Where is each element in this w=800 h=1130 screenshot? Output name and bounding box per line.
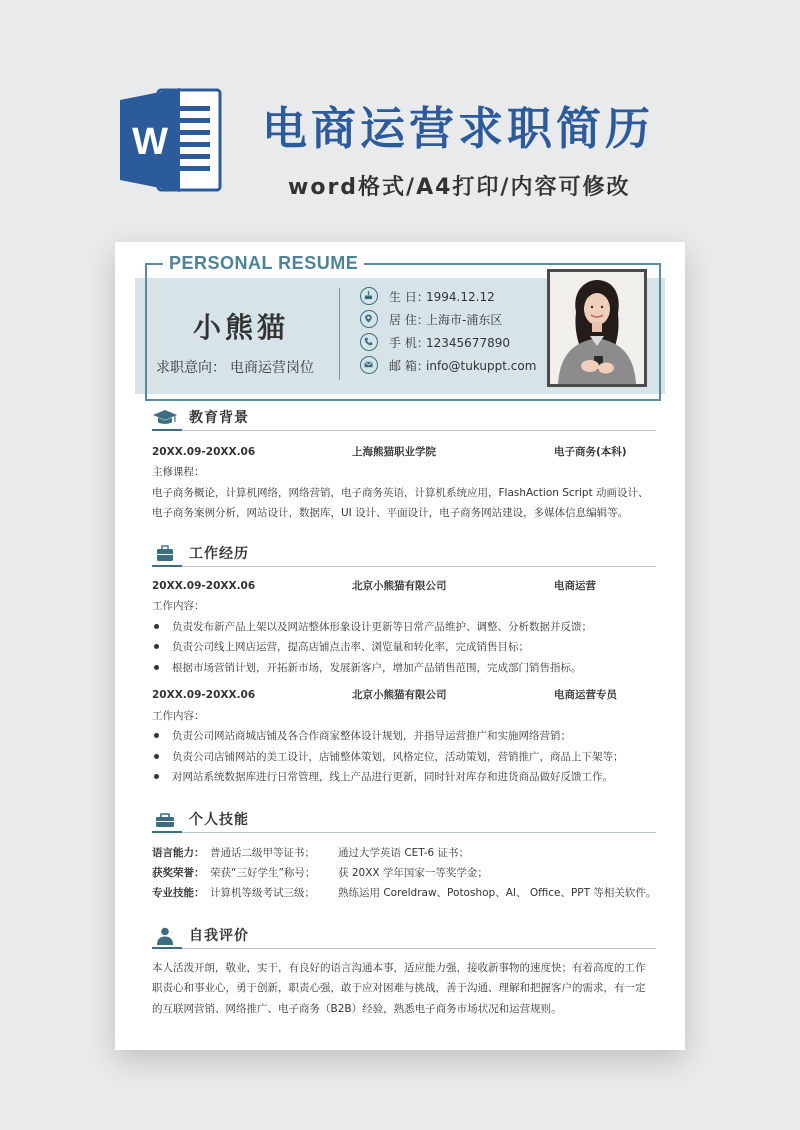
skill-item: 获 20XX 学年国家一等奖学金；	[338, 867, 488, 879]
bullet-dot	[154, 774, 159, 779]
section-rule	[152, 430, 656, 431]
promo-subtitle: word格式/A4打印/内容可修改	[288, 175, 631, 200]
job-row	[152, 579, 596, 593]
job-row	[152, 688, 617, 702]
info-value: info@tukuppt.com	[426, 359, 537, 373]
duty-text: 负责公司店铺网站的美工设计，店铺整体策划，风格定位，活动策划，营销推广，商品上下架等；	[172, 751, 624, 763]
job-company: 北京小熊猫有限公司	[352, 580, 447, 592]
courses-line: 电子商务案例分析，网站设计，数据库，UI 设计、平面设计，电子商务网站建设，多媒体信息编辑等。	[152, 507, 629, 519]
job-position: 电商运营专员	[554, 689, 617, 701]
skill-label: 专业技能：	[152, 887, 205, 899]
section-rule-accent	[152, 429, 182, 431]
section-rule-accent	[152, 831, 182, 833]
job-intent	[156, 357, 314, 377]
briefcase-icon	[152, 545, 178, 563]
job-period: 20XX.09-20XX.06	[152, 580, 256, 592]
graduation-cap-icon	[152, 409, 178, 427]
skill-item: 计算机等级考试三级；	[210, 887, 315, 899]
location-pin-icon	[360, 310, 378, 328]
skill-label: 获奖荣誉：	[152, 867, 205, 879]
personal-resume-label: PERSONAL RESUME	[163, 253, 364, 274]
person-icon	[152, 927, 178, 945]
section-rule-accent	[152, 565, 182, 567]
education-degree: 电子商务(本科)	[554, 446, 627, 458]
bullet-dot	[154, 754, 159, 759]
job-intent-value: 电商运营岗位	[230, 360, 314, 376]
courses-line: 电子商务概论，计算机网络，网络营销，电子商务英语，计算机系统应用，FlashAction Script 动画设计、	[152, 487, 649, 499]
job-company: 北京小熊猫有限公司	[352, 689, 447, 701]
courses-label: 主修课程：	[152, 466, 205, 478]
section-work	[152, 542, 656, 566]
bullet-dot	[154, 624, 159, 629]
toolbox-icon	[152, 811, 178, 829]
section-title: 自我评价	[189, 928, 249, 944]
section-title: 个人技能	[189, 812, 249, 828]
info-label: 生 日：	[389, 290, 429, 304]
info-value: 上海市-浦东区	[426, 313, 503, 327]
word-logo-icon	[118, 86, 226, 194]
svg-text:W: W	[132, 121, 168, 163]
section-title: 工作经历	[189, 546, 249, 562]
section-rule-accent	[152, 947, 182, 949]
info-label: 居 住：	[389, 313, 429, 327]
job-intent-label: 求职意向：	[156, 360, 226, 376]
duty-text: 负责公司线上网店运营，提高店铺点击率、浏览量和转化率，完成销售目标；	[172, 641, 529, 653]
section-rule	[152, 948, 656, 949]
info-label: 邮 箱：	[389, 359, 429, 373]
education-school: 上海熊猫职业学院	[352, 446, 436, 458]
education-row	[152, 445, 627, 459]
candidate-name: 小熊猫	[193, 311, 290, 344]
skill-item: 普通话二级甲等证书；	[210, 847, 315, 859]
bullet-dot	[154, 733, 159, 738]
birthday-cake-icon	[360, 287, 378, 305]
section-self-evaluation	[152, 924, 656, 948]
section-title: 教育背景	[189, 410, 249, 426]
duty-text: 负责发布新产品上架以及网站整体形象设计更新等日常产品维护、调整、分析数据并反馈；	[172, 621, 592, 633]
bullet-dot	[154, 644, 159, 649]
info-value: 1994.12.12	[426, 290, 495, 304]
job-content-label: 工作内容：	[152, 710, 205, 722]
skill-item: 荣获“三好学生”称号；	[210, 867, 316, 879]
resume-page	[115, 242, 685, 1050]
self-eval-line: 本人活泼开朗，敬业，实干，有良好的语言沟通本事，适应能力强，接收新事物的速度快；有着高度的工作	[152, 962, 646, 974]
header-divider	[339, 288, 340, 380]
skill-item: 通过大学英语 CET-6 证书；	[338, 847, 470, 859]
info-label: 手 机：	[389, 336, 429, 350]
phone-icon	[360, 333, 378, 351]
self-eval-line: 职责心和事业心，勇于创新，职责心强，敢于应对困难与挑战，善于沟通、理解和把握客户的需求，有一定	[152, 982, 646, 994]
section-rule	[152, 566, 656, 567]
bullet-dot	[154, 665, 159, 670]
section-rule	[152, 832, 656, 833]
mail-icon	[360, 356, 378, 374]
skill-item: 熟练运用 Coreldraw、Potoshop、AI、 Office、PPT 等相关软件。	[338, 887, 657, 899]
skill-label: 语言能力：	[152, 847, 205, 859]
duty-text: 负责公司网站商城店铺及各合作商家整体设计规划，并指导运营推广和实施网络营销；	[172, 730, 571, 742]
promo-title: 电商运营求职简历	[262, 102, 655, 155]
self-eval-line: 的互联网营销、网络推广、电子商务（B2B）经验，熟悉电子商务市场状况和运营规则。	[152, 1003, 562, 1015]
job-content-label: 工作内容：	[152, 600, 205, 612]
section-education	[152, 406, 656, 430]
education-period: 20XX.09-20XX.06	[152, 446, 256, 458]
profile-photo	[547, 269, 647, 387]
job-position: 电商运营	[554, 580, 596, 592]
duty-text: 对网站系统数据库进行日常管理，线上产品进行更新，同时针对库存和进货商品做好反馈工作。	[172, 771, 613, 783]
duty-text: 根据市场营销计划，开拓新市场，发展新客户，增加产品销售范围，完成部门销售指标。	[172, 662, 582, 674]
info-value: 12345677890	[426, 336, 510, 350]
section-skills	[152, 808, 656, 832]
job-period: 20XX.09-20XX.06	[152, 689, 256, 701]
